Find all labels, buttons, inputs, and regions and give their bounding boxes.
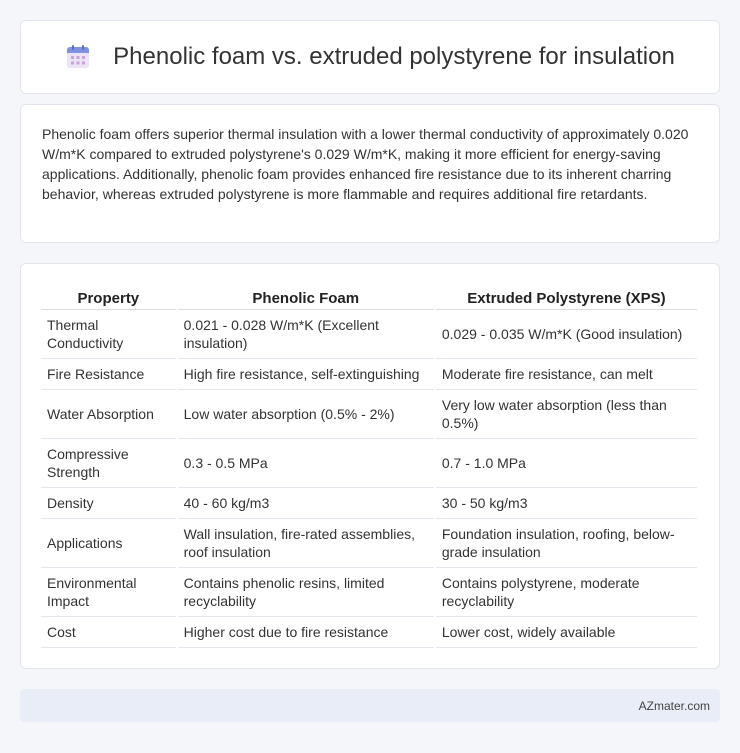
table-row [41,390,697,439]
table-header-row [41,284,697,310]
header-phenolic-foam: Phenolic Foam [178,284,434,310]
title-card [20,20,720,94]
property-cell: Compressive Strength [41,439,176,488]
property-cell: Cost [41,617,176,648]
table-row [41,617,697,648]
property-cell: Environmental Impact [41,568,176,617]
xps-cell: Contains polystyrene, moderate recyclability [436,568,697,617]
xps-cell: 30 - 50 kg/m3 [436,488,697,519]
xps-cell: Foundation insulation, roofing, below-grade insulation [436,519,697,568]
table-row [41,359,697,390]
property-cell: Thermal Conductivity [41,310,176,359]
phenolic-cell: Higher cost due to fire resistance [178,617,434,648]
property-cell: Applications [41,519,176,568]
footer-site-link[interactable]: AZmater.com [638,698,710,713]
phenolic-cell: 0.021 - 0.028 W/m*K (Excellent insulation) [178,310,434,359]
header-xps: Extruded Polystyrene (XPS) [436,284,697,310]
property-cell: Density [41,488,176,519]
xps-cell: Lower cost, widely available [436,617,697,648]
phenolic-cell: 0.3 - 0.5 MPa [178,439,434,488]
table-row [41,519,697,568]
phenolic-cell: Contains phenolic resins, limited recyclability [178,568,434,617]
table-row [41,310,697,359]
comparison-table [39,284,699,648]
footer [20,689,720,722]
xps-cell: Moderate fire resistance, can melt [436,359,697,390]
phenolic-cell: Wall insulation, fire-rated assemblies, roof insulation [178,519,434,568]
table-row [41,439,697,488]
comparison-table-card [20,263,720,669]
page-title: Phenolic foam vs. extruded polystyrene for insulation [113,43,675,70]
header-property: Property [41,284,176,310]
phenolic-cell: High fire resistance, self-extinguishing [178,359,434,390]
table-row [41,488,697,519]
xps-cell: Very low water absorption (less than 0.5%) [436,390,697,439]
phenolic-cell: Low water absorption (0.5% - 2%) [178,390,434,439]
property-cell: Fire Resistance [41,359,176,390]
calendar-grid-icon [65,44,91,70]
phenolic-cell: 40 - 60 kg/m3 [178,488,434,519]
xps-cell: 0.7 - 1.0 MPa [436,439,697,488]
property-cell: Water Absorption [41,390,176,439]
xps-cell: 0.029 - 0.035 W/m*K (Good insulation) [436,310,697,359]
summary-card [20,104,720,243]
table-row [41,568,697,617]
summary-text: Phenolic foam offers superior thermal insulation with a lower thermal conductivity of approximately 0.020 W/m*K compared to extruded polystyrene's 0.029 W/m*K, making it more efficient for energy-saving applications. Additionally, phenolic foam provides enhanced fire resistance due to its inherent charring behavior, whereas extruded polystyrene is more flammable and requires additional fire retardants. [42,126,689,202]
